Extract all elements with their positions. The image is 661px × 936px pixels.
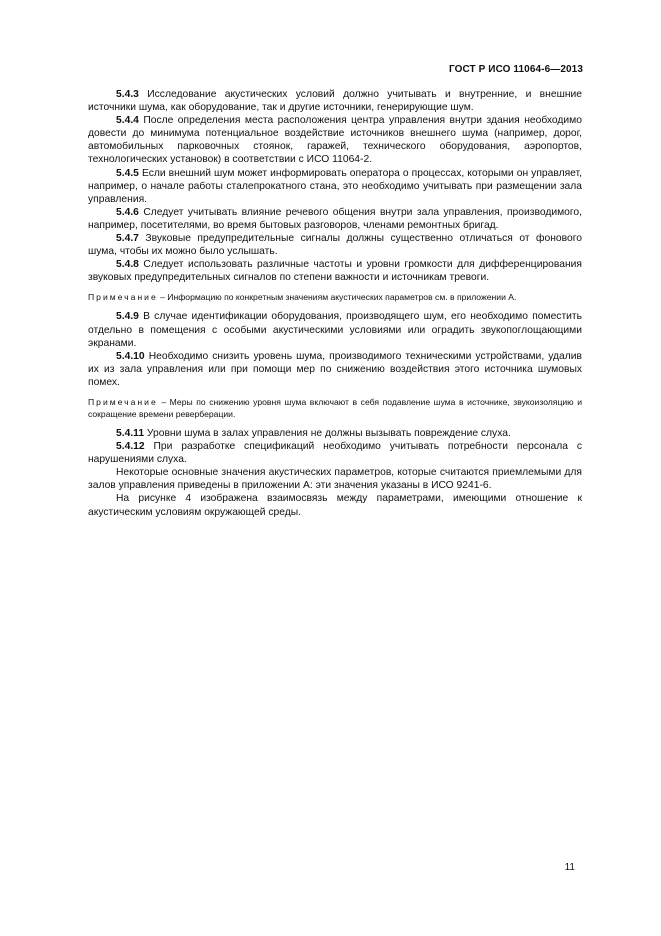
paragraph-text: Звуковые предупредительные сигналы должны существенно отличаться от фонового шума, чтобы их можно было услышать. [88, 233, 582, 258]
paragraph [88, 310, 582, 349]
paragraph-text: Необходимо снизить уровень шума, производимого техническими устройствами, удалив их из зала управления или при помощи мер по снижению воздействия этого источника шумовых помех. [88, 350, 582, 388]
paragraph [88, 427, 582, 440]
section-paragraphs-1 [88, 88, 582, 284]
note-label: Примечание [88, 292, 158, 303]
paragraph [88, 350, 582, 389]
clause-number: 5.4.9 [116, 311, 139, 323]
paragraph-text: На рисунке 4 изображена взаимосвязь между параметрами, имеющими отношение к акустическим условиям окружающей среды. [88, 493, 582, 518]
note-1 [88, 291, 582, 303]
note-2 [88, 396, 582, 420]
clause-number: 5.4.4 [116, 115, 139, 127]
clause-number: 5.4.11 [116, 427, 145, 439]
paragraph-text: Исследование акустических условий должно учитывать и внутренние, и внешние источники шума, как оборудование, так и другие источники, генерирующие шум. [88, 89, 582, 114]
paragraph-text: Если внешний шум может информировать оператора о процессах, которыми он управляет, например, о начале работы сталепрокатного стана, это необходимо учитывать при размещении зала управления. [88, 167, 582, 205]
paragraph-text: Следует использовать различные частоты и уровни громкости для дифференцирования звуковых предупредительных сигналов по степени важности и источникам тревоги. [88, 259, 582, 284]
paragraph-text: При разработке спецификаций необходимо учитывать потребности персонала с нарушениями слуха. [88, 441, 582, 466]
clause-number: 5.4.5 [116, 167, 139, 179]
clause-number: 5.4.10 [116, 350, 145, 362]
paragraph-text: Уровни шума в залах управления не должны вызывать повреждение слуха. [144, 427, 511, 439]
paragraph-text: В случае идентификации оборудования, производящего шум, его необходимо поместить отдельно в помещения с особыми акустическими условиями или оградить звукопоглощающими экранами. [88, 311, 582, 349]
paragraph [88, 88, 582, 114]
clause-number: 5.4.3 [116, 89, 139, 100]
clause-number: 5.4.6 [116, 206, 139, 218]
note-text: – Информацию по конкретным значениям акустических параметров см. в приложении А. [157, 292, 517, 303]
clause-number: 5.4.12 [116, 441, 145, 453]
paragraph [88, 114, 582, 166]
paragraph [88, 167, 582, 206]
page-number: 11 [564, 862, 575, 873]
paragraph [88, 492, 582, 518]
section-paragraphs-2 [88, 310, 582, 389]
paragraph-text: Следует учитывать влияние речевого общения внутри зала управления, производимого, например, посетителями, во время бытовых разговоров, членами ремонтных бригад. [88, 206, 582, 231]
paragraph-text: После определения места расположения центра управления внутри здания необходимо довести до минимума потенциальное воздействие источников внешнего шума (например, дорог, автомобильных парковочных стоянок, гаражей, технического оборудования, аэропортов, технологических установок) в соответствии с ИСО 11064-2. [88, 115, 582, 166]
paragraph [88, 206, 582, 232]
document-body [88, 88, 582, 519]
paragraph [88, 258, 582, 284]
document-header: ГОСТ Р ИСО 11064-6—2013 [448, 64, 583, 75]
note-label: Примечание [88, 396, 158, 407]
clause-number: 5.4.8 [116, 259, 139, 271]
paragraph [88, 440, 582, 466]
section-paragraphs-3 [88, 427, 582, 519]
note-text: – Меры по снижению уровня шума включают в себя подавление шума в источнике, звукоизоляцию и сокращение времени реверберации. [88, 396, 582, 419]
paragraph [88, 466, 582, 492]
paragraph-text: Некоторые основные значения акустических параметров, которые считаются приемлемыми для залов управления приведены в приложении А: эти значения указаны в ИСО 9241-6. [88, 467, 582, 492]
paragraph [88, 232, 582, 258]
clause-number: 5.4.7 [116, 233, 139, 245]
